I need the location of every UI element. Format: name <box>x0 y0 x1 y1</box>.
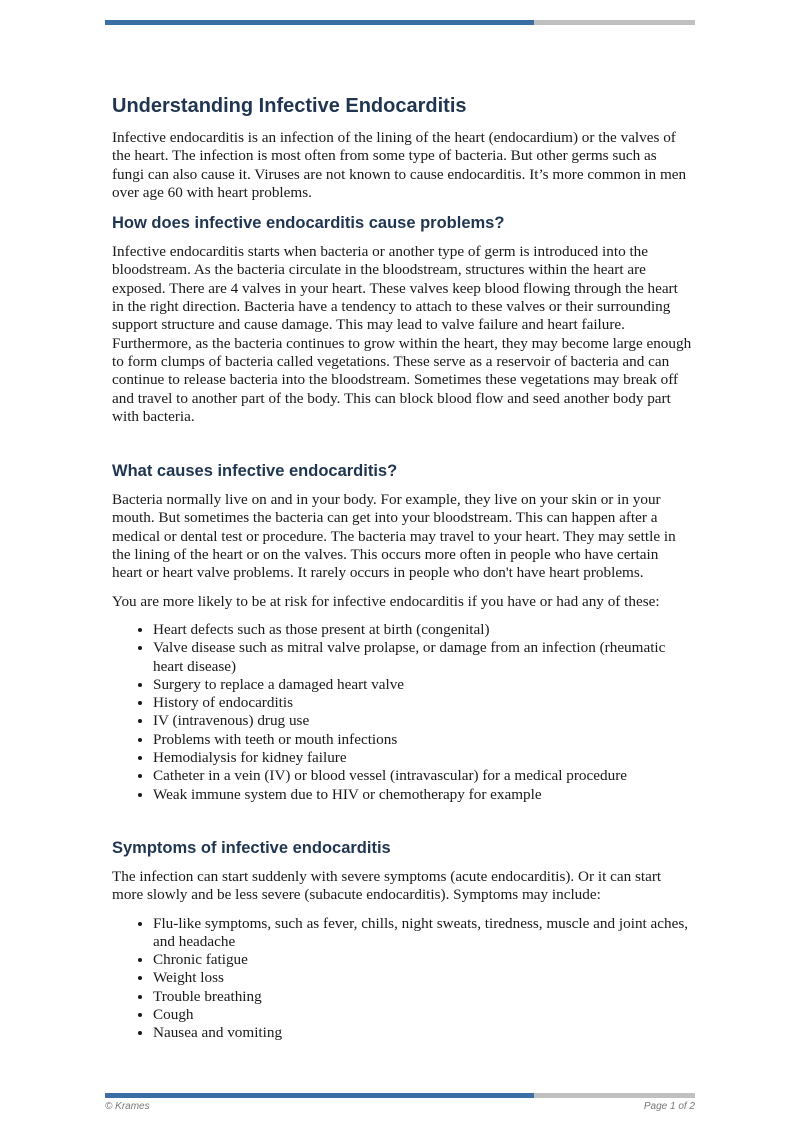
causes-paragraph: Bacteria normally live on and in your body. For example, they live on your skin or in your mouth. But sometimes the bacteria can get into your bloodstream. This can happen after a medical or dental test or procedure. The bacteria may travel to your heart. They may settle in the lining of the heart or on the valves. This occurs more often in people who have certain heart or heart valve problems. It rarely occurs in people who don't have heart problems. <box>112 491 676 582</box>
list-item: • Flu-like symptoms, such as fever, chills, night sweats, tiredness, muscle and joint aches, and headache <box>153 915 692 952</box>
header-rule <box>105 20 695 25</box>
list-item: • Heart defects such as those present at birth (congenital) <box>153 621 692 639</box>
list-item: • Cough <box>153 1006 692 1024</box>
list-item: • Hemodialysis for kidney failure <box>153 749 692 767</box>
section-heading-problems: How does infective endocarditis cause problems? <box>112 214 505 233</box>
list-item: • Problems with teeth or mouth infections <box>153 731 692 749</box>
document-body <box>112 92 692 1043</box>
intro-paragraph: Infective endocarditis is an infection of the lining of the heart (endocardium) or the valves of the heart. The infection is most often from some type of bacteria. But other germs such as fungi can also cause it. Viruses are not known to cause endocarditis. It’s more common in men over age 60 with heart problems. <box>112 129 687 201</box>
risk-intro-paragraph: You are more likely to be at risk for infective endocarditis if you have or had any of these: <box>112 592 660 610</box>
footer-rule <box>105 1093 695 1098</box>
list-item: • IV (intravenous) drug use <box>153 712 692 730</box>
list-item: • Surgery to replace a damaged heart valve <box>153 676 692 694</box>
header-rule-gray <box>534 20 695 25</box>
list-item: • Trouble breathing <box>153 988 692 1006</box>
footer-rule-accent <box>105 1093 534 1098</box>
list-item: • Catheter in a vein (IV) or blood vessel (intravascular) for a medical procedure <box>153 767 692 785</box>
list-item: • Nausea and vomiting <box>153 1024 692 1042</box>
list-item: • Weak immune system due to HIV or chemotherapy for example <box>153 786 692 804</box>
footer-copyright: © Krames <box>105 1101 150 1112</box>
footer-rule-gray <box>534 1093 695 1098</box>
risk-factors-list <box>112 621 692 804</box>
list-item: • Chronic fatigue <box>153 951 692 969</box>
section-heading-causes: What causes infective endocarditis? <box>112 462 398 481</box>
problems-paragraph: Infective endocarditis starts when bacteria or another type of germ is introduced into the bloodstream. As the bacteria circulate in the bloodstream, structures within the heart are exposed. There are 4 valves in your heart. These valves keep blood flowing through the heart in the right direction. Bacteria have a tendency to attach to these valves or their surrounding support structure and cause damage. This may lead to valve failure and heart failure. Furthermore, as the bacteria continues to grow within the heart, they may become large enough to form clumps of bacteria called vegetations. These serve as a reservoir of bacteria and can continue to release bacteria into the bloodstream. Sometimes these vegetations may break off and travel to another part of the body. This can block blood flow and seed another body part with bacteria. <box>112 243 692 425</box>
list-item: • Weight loss <box>153 969 692 987</box>
header-rule-accent <box>105 20 534 25</box>
section-heading-symptoms: Symptoms of infective endocarditis <box>112 838 391 857</box>
symptoms-paragraph: The infection can start suddenly with severe symptoms (acute endocarditis). Or it can start more slowly and be less severe (subacute endocarditis). Symptoms may include: <box>112 867 662 904</box>
list-item: • Valve disease such as mitral valve prolapse, or damage from an infection (rheumatic heart disease) <box>153 639 692 676</box>
footer-page-number: Page 1 of 2 <box>643 1101 695 1112</box>
list-item: • History of endocarditis <box>153 694 692 712</box>
symptoms-list <box>112 915 692 1043</box>
document-title: Understanding Infective Endocarditis <box>112 95 467 117</box>
